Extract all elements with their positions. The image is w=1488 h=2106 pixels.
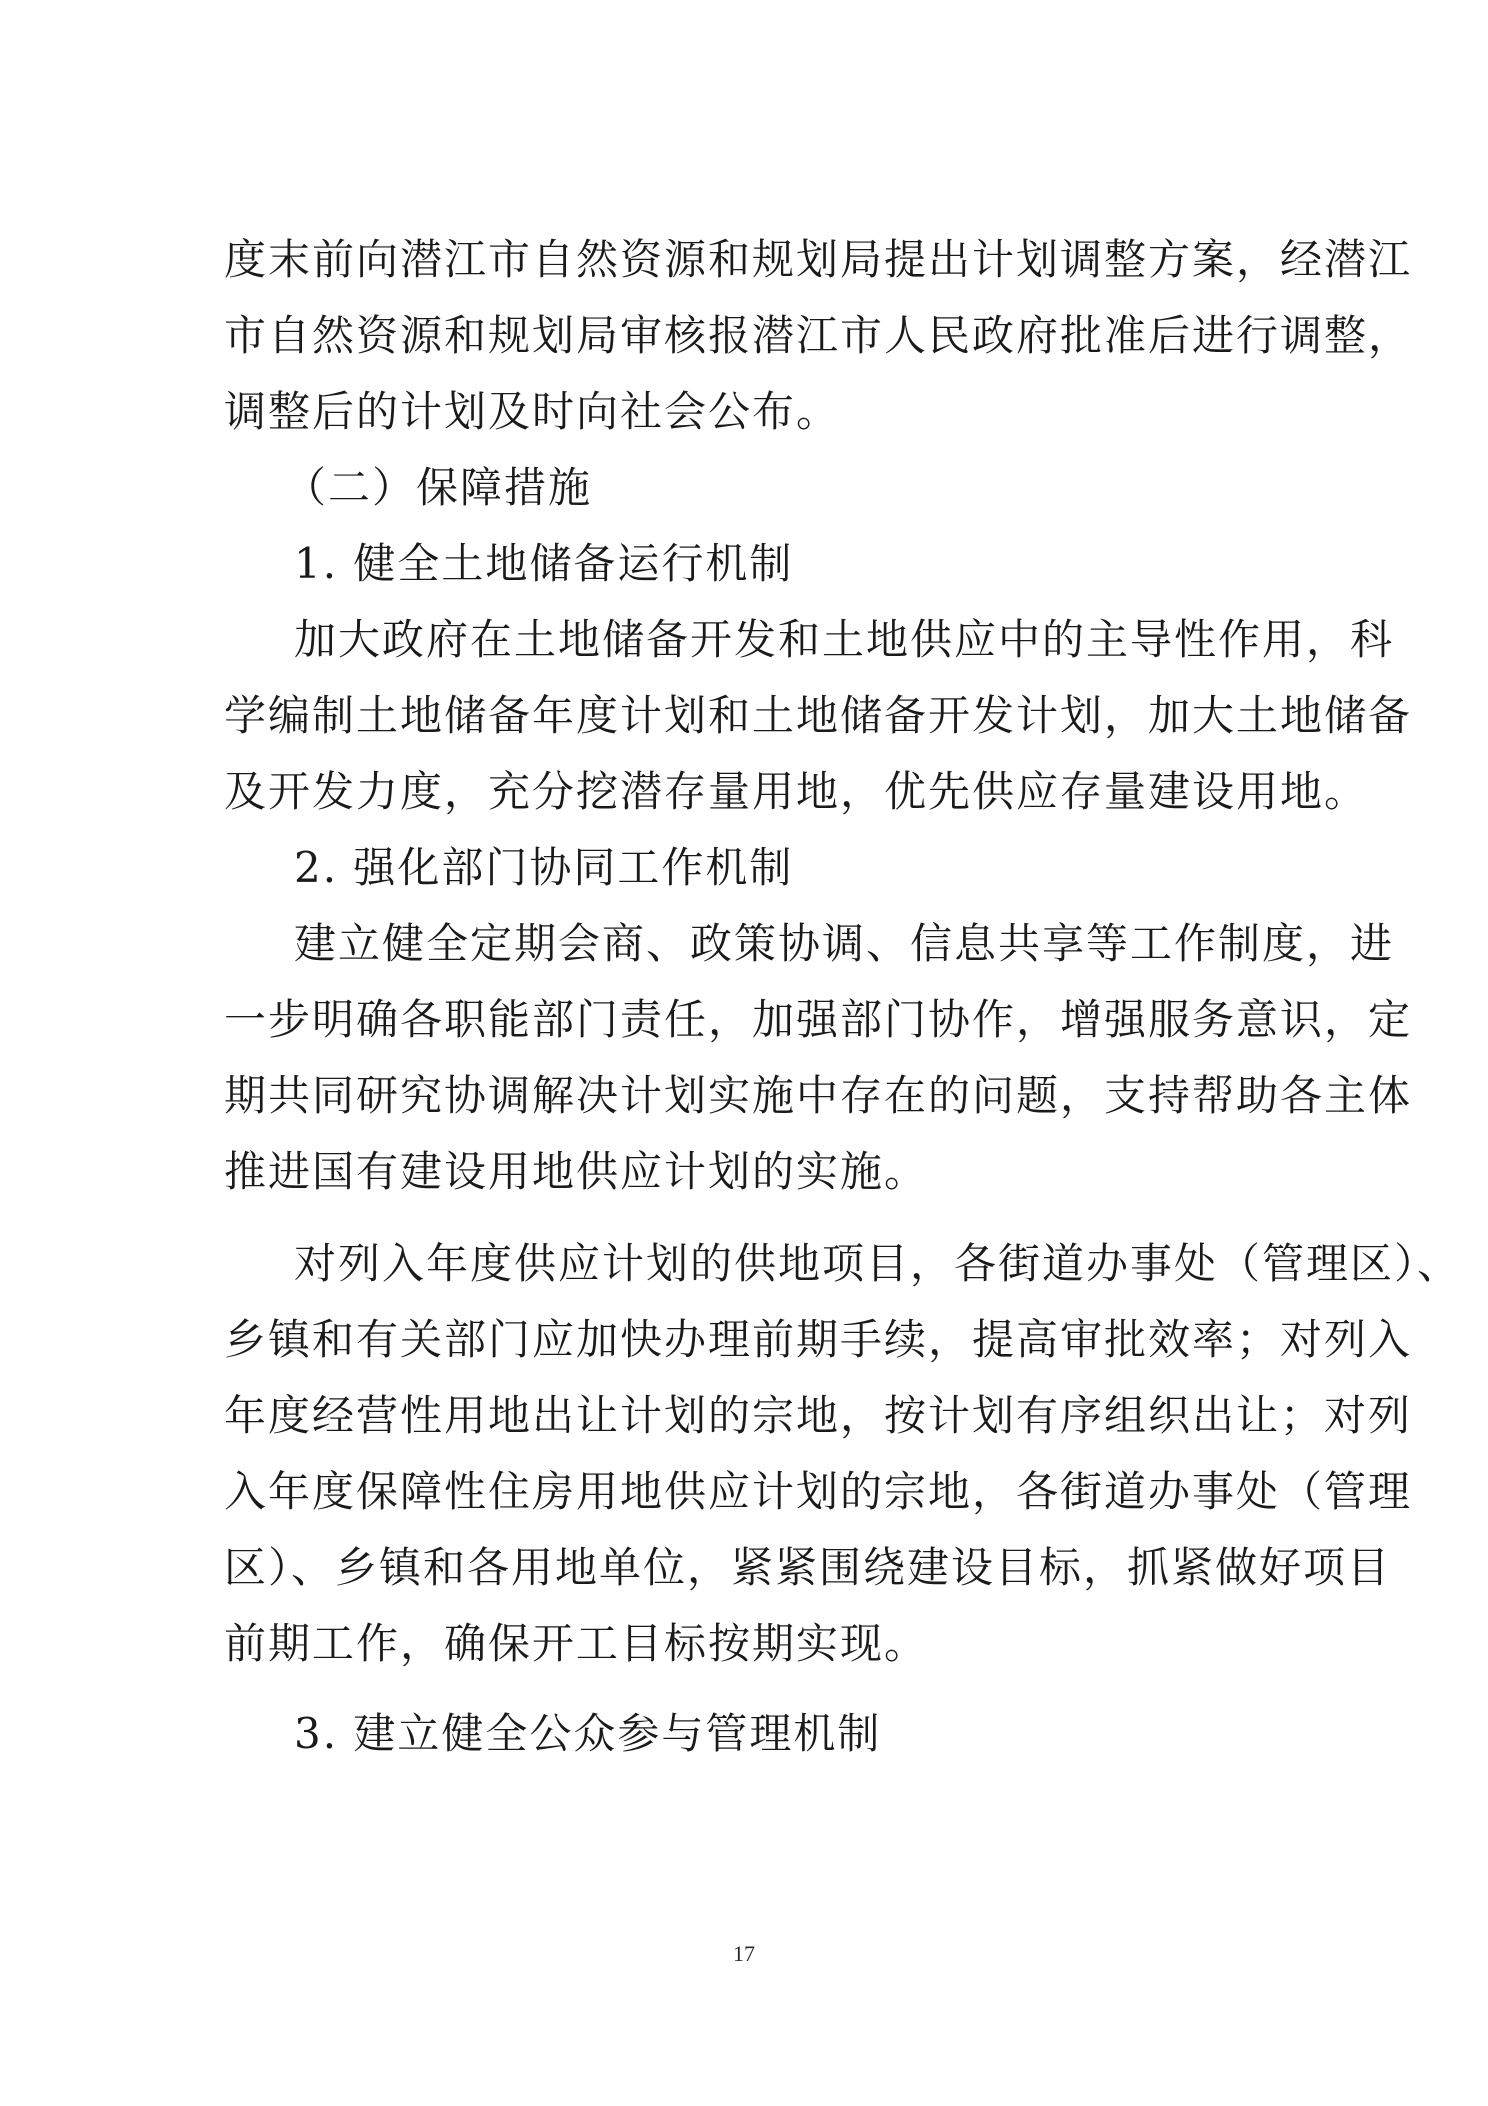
text-line: 入年度保障性住房用地供应计划的宗地，各街道办事处（管理 — [224, 1467, 1413, 1516]
text-line: 期共同研究协调解决计划实施中存在的问题，支持帮助各主体 — [224, 1071, 1413, 1120]
text-line: 学编制土地储备年度计划和土地储备开发计划，加大土地储备 — [224, 691, 1413, 740]
text-line: 推进国有建设用地供应计划的实施。 — [224, 1147, 929, 1196]
text-line: 乡镇和有关部门应加快办理前期手续，提高审批效率；对列入 — [224, 1315, 1413, 1364]
text-line: 一步明确各职能部门责任，加强部门协作，增强服务意识，定 — [224, 995, 1413, 1044]
subsection-heading: 2. 强化部门协同工作机制 — [294, 843, 794, 892]
subsection-heading: 3. 建立健全公众参与管理机制 — [294, 1709, 882, 1758]
text-line: 度末前向潜江市自然资源和规划局提出计划调整方案，经潜江 — [224, 235, 1413, 284]
text-line: 市自然资源和规划局审核报潜江市人民政府批准后进行调整， — [224, 311, 1413, 360]
section-heading: （二）保障措施 — [284, 463, 593, 512]
text-line: 建立健全定期会商、政策协调、信息共享等工作制度，进 — [294, 919, 1395, 968]
text-line: 加大政府在土地储备开发和土地供应中的主导性作用，科 — [294, 615, 1395, 664]
text-line: 对列入年度供应计划的供地项目，各街道办事处（管理区）、 — [294, 1239, 1462, 1288]
page-number: 17 — [733, 1941, 755, 1966]
text-line: 年度经营性用地出让计划的宗地，按计划有序组织出让；对列 — [224, 1391, 1413, 1440]
text-line: 调整后的计划及时向社会公布。 — [224, 387, 841, 436]
text-line: 及开发力度，充分挖潜存量用地，优先供应存量建设用地。 — [224, 767, 1369, 816]
subsection-heading: 1. 健全土地储备运行机制 — [294, 539, 794, 588]
text-line: 区）、乡镇和各用地单位，紧紧围绕建设目标，抓紧做好项目 — [224, 1543, 1392, 1592]
text-line: 前期工作，确保开工目标按期实现。 — [224, 1619, 929, 1668]
